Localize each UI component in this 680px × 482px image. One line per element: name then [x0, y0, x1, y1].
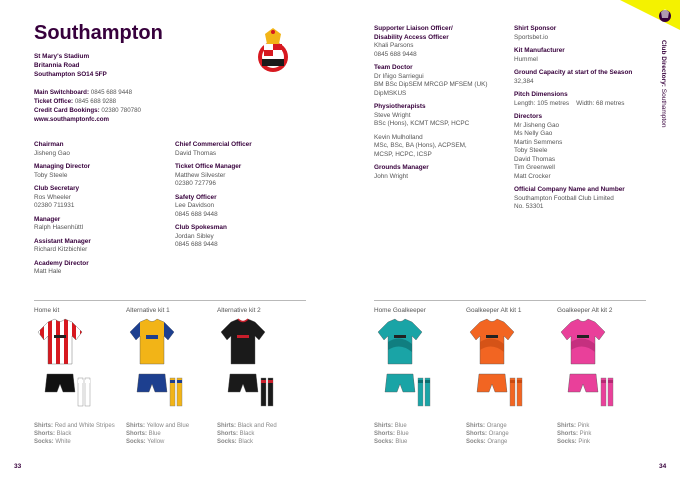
role-line: DipMSKUS	[374, 89, 407, 97]
kit-shorts-line	[217, 430, 277, 438]
role-line: Khali Parsons	[374, 42, 414, 49]
left-roles-column	[34, 141, 164, 282]
role-title: Chairman	[34, 141, 64, 148]
kit-field-value: Black and Red	[237, 423, 277, 429]
kit-description	[374, 422, 409, 446]
role-title: Physiotherapists	[374, 103, 426, 110]
role-title: Shirt Sponsor	[514, 25, 557, 32]
address-line: St Mary's Stadium	[34, 53, 90, 60]
address-line: Britannia Road	[34, 62, 80, 69]
role-title: Grounds Manager	[374, 164, 429, 171]
role-entry	[175, 224, 315, 250]
page-number-right: 34	[659, 463, 667, 470]
address-line: Southampton SO14 5FP	[34, 71, 107, 78]
kit-shirts-line	[557, 422, 591, 430]
kit-field-label: Socks:	[466, 439, 486, 445]
kit-field-label: Socks:	[126, 439, 146, 445]
role-entry	[175, 141, 315, 158]
kit-field-value: White	[55, 439, 71, 445]
role-entry	[514, 113, 649, 181]
role-value: Richard Kitzbichler	[34, 246, 88, 253]
kit-illustration	[372, 318, 432, 418]
kit-field-value: Pink	[577, 423, 590, 429]
kit-illustration	[215, 318, 275, 418]
kit-field-label: Shorts:	[557, 431, 578, 437]
side-label	[655, 40, 667, 140]
contact-line	[34, 88, 141, 97]
kit-field-label: Shorts:	[217, 431, 238, 437]
kit-field-value: Orange	[486, 423, 507, 429]
role-line: BSc (Hons), KCMT MCSP, HCPC	[374, 120, 470, 127]
kit-field-value: Red and White Stripes	[54, 423, 115, 429]
kit-field-value: Blue	[148, 431, 161, 437]
role-entry	[374, 164, 509, 181]
role-title-2: Disability Access Officer	[374, 33, 449, 41]
role-title: Official Company Name and Number	[514, 186, 625, 193]
role-line: Kevin Mulholland	[374, 133, 423, 141]
role-entry	[34, 238, 164, 255]
contact-line	[34, 97, 141, 106]
page-number-left: 33	[14, 463, 22, 470]
role-title: Ticket Office Manager	[175, 163, 242, 170]
role-entry	[34, 260, 164, 277]
kit-divider-left	[34, 300, 306, 301]
kit-shorts-line	[557, 430, 591, 438]
role-entry	[514, 186, 649, 212]
kit-shorts-line	[34, 430, 115, 438]
role-line: Hummel	[514, 55, 538, 63]
role-entry	[34, 163, 164, 180]
kit-field-value: Blue	[395, 439, 408, 445]
kit-description	[126, 422, 189, 446]
kit-label: Goalkeeper Alt kit 1	[466, 307, 522, 314]
kit-shirts-line	[466, 422, 509, 430]
role-line: Length: 105 metres Width: 68 metres	[514, 99, 625, 107]
kit-divider-right	[374, 300, 646, 301]
role-title: Academy Director	[34, 259, 89, 267]
kit-shorts-line	[126, 430, 189, 438]
role-entry	[34, 141, 164, 158]
role-line: 32,384	[514, 77, 534, 85]
role-title: Directors	[514, 113, 543, 120]
role-line: BM BSc DipSEM MRCGP MFSEM (UK)	[374, 81, 488, 88]
club-crest-icon	[250, 24, 296, 74]
kit-label: Home Goalkeeper	[374, 307, 426, 314]
kit-illustration	[124, 318, 184, 418]
role-line: No. 53301	[514, 203, 544, 210]
role-line: Southampton Football Club Limited	[514, 194, 614, 202]
role-value: David Thomas	[175, 149, 217, 157]
role-line: 0845 688 9448	[374, 50, 417, 58]
role-entry	[34, 185, 164, 211]
kit-field-label: Shirts:	[126, 423, 146, 429]
page-title: Southampton	[34, 22, 163, 44]
kit-field-value: Pink	[579, 431, 592, 437]
kit-shorts-line	[374, 430, 409, 438]
kit-label: Alternative kit 2	[217, 307, 261, 314]
kit-socks-line	[126, 438, 189, 446]
role-value: Jordan Sibley	[175, 232, 214, 240]
role-extra: 0845 688 9448	[175, 241, 218, 248]
kit-description	[466, 422, 509, 446]
role-line: Tim Greenwell	[514, 164, 555, 171]
website-link[interactable]: www.southamptonfc.com	[34, 116, 110, 123]
contact-value: 02380 780780	[101, 107, 141, 114]
kit-label: Goalkeeper Alt kit 2	[557, 307, 613, 314]
kit-field-value: Orange	[487, 439, 508, 445]
role-title: Pitch Dimensions	[514, 91, 568, 98]
contact-line	[34, 106, 141, 115]
kit-description	[34, 422, 115, 446]
kit-field-label: Shirts:	[466, 423, 486, 429]
role-title: Managing Director	[34, 163, 91, 170]
role-line: Mr Jisheng Gao	[514, 121, 560, 129]
right-column-2	[514, 25, 649, 217]
contact-label: Credit Card Bookings:	[34, 107, 100, 114]
contact-label: Main Switchboard:	[34, 89, 90, 96]
kit-shirts-line	[374, 422, 409, 430]
kit-field-label: Shirts:	[557, 423, 577, 429]
kit-field-label: Shorts:	[126, 431, 147, 437]
kit-shirts-line	[217, 422, 277, 430]
role-title: Supporter Liaison Officer/	[374, 25, 453, 32]
role-entry	[175, 194, 315, 220]
club-contacts	[34, 88, 141, 124]
kit-field-value: Pink	[578, 439, 591, 445]
kit-field-label: Socks:	[34, 439, 54, 445]
kit-field-label: Shirts:	[374, 423, 394, 429]
kit-shirts-line	[126, 422, 189, 430]
role-extra: 02380 711931	[34, 202, 75, 209]
role-line: Martin Semmens	[514, 138, 563, 146]
role-title: Club Secretary	[34, 185, 80, 192]
role-line: Dr Iñigo Sarriegui	[374, 72, 424, 80]
kit-socks-line	[217, 438, 277, 446]
role-entry	[175, 163, 315, 189]
role-title: Team Doctor	[374, 64, 413, 71]
kit-field-value: Black	[238, 439, 254, 445]
role-line: Matt Crocker	[514, 172, 551, 180]
club-address	[34, 52, 107, 79]
role-line: David Thomas	[514, 155, 556, 163]
role-title: Ground Capacity at start of the Season	[514, 69, 633, 76]
kit-label: Home kit	[34, 307, 60, 314]
role-value: Matt Hale	[34, 268, 62, 275]
kit-socks-line	[34, 438, 115, 446]
role-title: Chief Commercial Officer	[175, 141, 252, 148]
kit-illustration	[32, 318, 92, 418]
kit-illustration	[555, 318, 615, 418]
kit-field-label: Shorts:	[466, 431, 487, 437]
contact-value: 0845 688 9288	[74, 98, 117, 105]
kit-field-label: Shorts:	[374, 431, 395, 437]
kit-field-label: Socks:	[557, 439, 577, 445]
kit-field-value: Black	[239, 431, 255, 437]
role-value: Toby Steele	[34, 171, 68, 179]
kit-field-value: Black	[56, 431, 72, 437]
right-column-1	[374, 25, 509, 186]
role-line: John Wright	[374, 172, 408, 180]
role-title: Manager	[34, 215, 61, 223]
role-value: Ros Wheeler	[34, 193, 71, 201]
role-line: Toby Steele	[514, 147, 548, 154]
role-entry	[514, 25, 649, 42]
side-label-normal: Southampton	[660, 88, 667, 128]
contact-label: Ticket Office:	[34, 98, 74, 105]
role-entry	[374, 103, 509, 159]
role-title: Assistant Manager	[34, 237, 91, 245]
kit-field-value: Yellow	[147, 439, 165, 445]
role-entry	[374, 25, 509, 59]
role-extra: 0845 688 9448	[175, 210, 218, 218]
role-entry	[514, 47, 649, 64]
kit-field-label: Shirts:	[217, 423, 237, 429]
role-title: Kit Manufacturer	[514, 47, 565, 54]
role-extra: 02380 727796	[175, 180, 216, 187]
kit-field-value: Blue	[396, 431, 409, 437]
kit-field-value: Yellow and Blue	[146, 423, 190, 429]
role-entry	[34, 216, 164, 233]
kit-field-label: Shirts:	[34, 423, 54, 429]
role-title: Club Spokesman	[175, 224, 227, 231]
role-value: Lee Davidson	[175, 202, 215, 209]
kit-illustration	[464, 318, 524, 418]
role-line: MCSP, HCPC, ICSP	[374, 150, 432, 158]
side-label-bold: Club Directory:	[660, 40, 667, 87]
kit-field-label: Socks:	[374, 439, 394, 445]
role-entry	[514, 69, 649, 86]
kit-socks-line	[374, 438, 409, 446]
role-value: Jisheng Gao	[34, 149, 70, 157]
kit-field-value: Orange	[488, 431, 509, 437]
role-title: Safety Officer	[175, 193, 217, 201]
kit-label: Alternative kit 1	[126, 307, 170, 314]
role-line: Ms Nelly Gao	[514, 130, 553, 137]
kit-socks-line	[557, 438, 591, 446]
role-line: Sportsbet.io	[514, 33, 549, 41]
role-line: MSc, BSc, BA (Hons), ACPSEM,	[374, 142, 467, 149]
role-line: Steve Wright	[374, 111, 411, 119]
kit-shirts-line	[34, 422, 115, 430]
mid-roles-column	[175, 141, 315, 255]
kit-field-label: Shorts:	[34, 431, 55, 437]
kit-description	[217, 422, 277, 446]
role-value: Ralph Hasenhüttl	[34, 224, 84, 231]
kit-socks-line	[466, 438, 509, 446]
kit-field-label: Socks:	[217, 439, 237, 445]
kit-description	[557, 422, 591, 446]
contact-value: 0845 688 9448	[90, 89, 133, 96]
kit-shorts-line	[466, 430, 509, 438]
role-entry	[514, 91, 649, 108]
role-value: Matthew Silvester	[175, 171, 226, 179]
kit-field-value: Blue	[394, 423, 407, 429]
role-entry	[374, 64, 509, 98]
